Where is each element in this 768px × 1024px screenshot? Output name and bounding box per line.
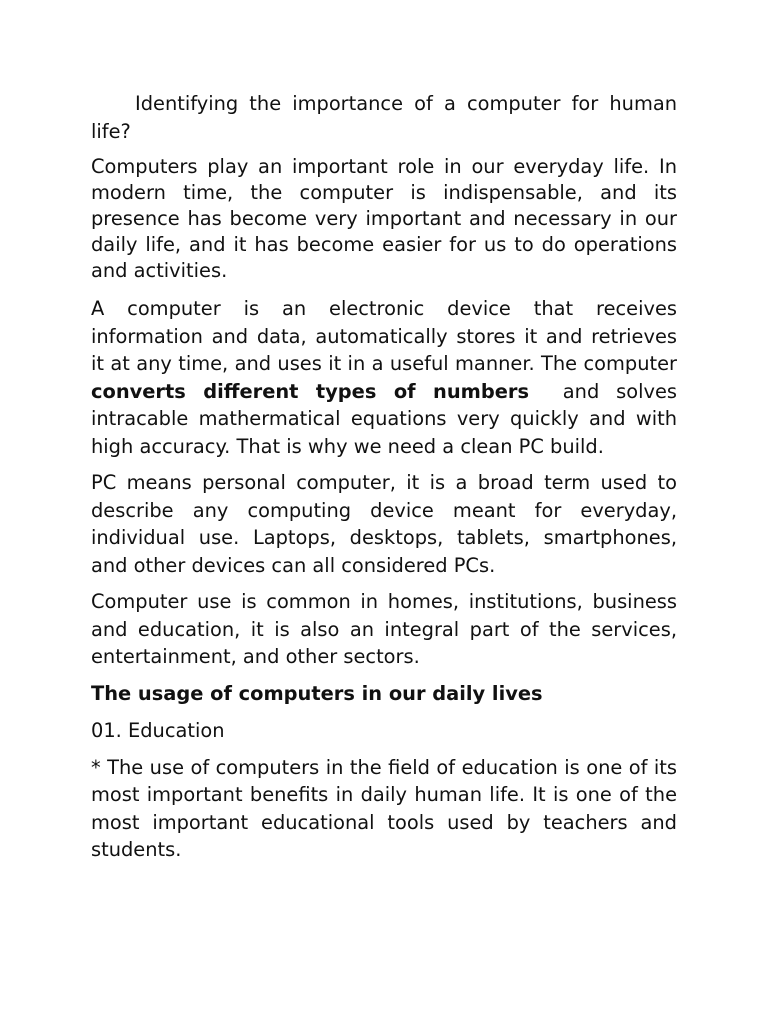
paragraph-computer-definition [91,295,684,460]
paragraph-education: * The use of computers in the field of education is one of its most important benefits in daily human life. It is one of the most important educational tools used by teachers and students. [91,755,677,861]
section-heading: The usage of computers in our daily lives [91,681,543,705]
paragraph-definition-start: A computer is an electronic device that receives information and data, automatically stores it and retrieves it at any time, and uses it in a useful manner. The computer [91,297,677,375]
paragraph-everyday-role: Computers play an important role in our everyday life. In modern time, the computer is indispensable, and its presence has become very important and necessary in our daily life, and it has become easier for us to do operations and activities. [91,155,677,282]
subsection-education: 01. Education [91,718,225,742]
paragraph-computer-use: Computer use is common in homes, institutions, business and education, it is also an integral part of the services, entertainment, and other sectors. [91,590,677,668]
paragraph-pc-meaning: PC means personal computer, it is a broad term used to describe any computing device meant for everyday, individual use. Laptops, desktops, tablets, smartphones, and other devices can all considered PCs. [91,471,677,577]
bold-converts-numbers: converts different types of numbers [91,379,530,403]
document-title: Identifying the importance of a computer for human life? [91,92,677,143]
paragraph-definition-end: and solves intracable mathermatical equations very quickly and with high accuracy. That is why we need a clean PC build. [91,379,684,458]
